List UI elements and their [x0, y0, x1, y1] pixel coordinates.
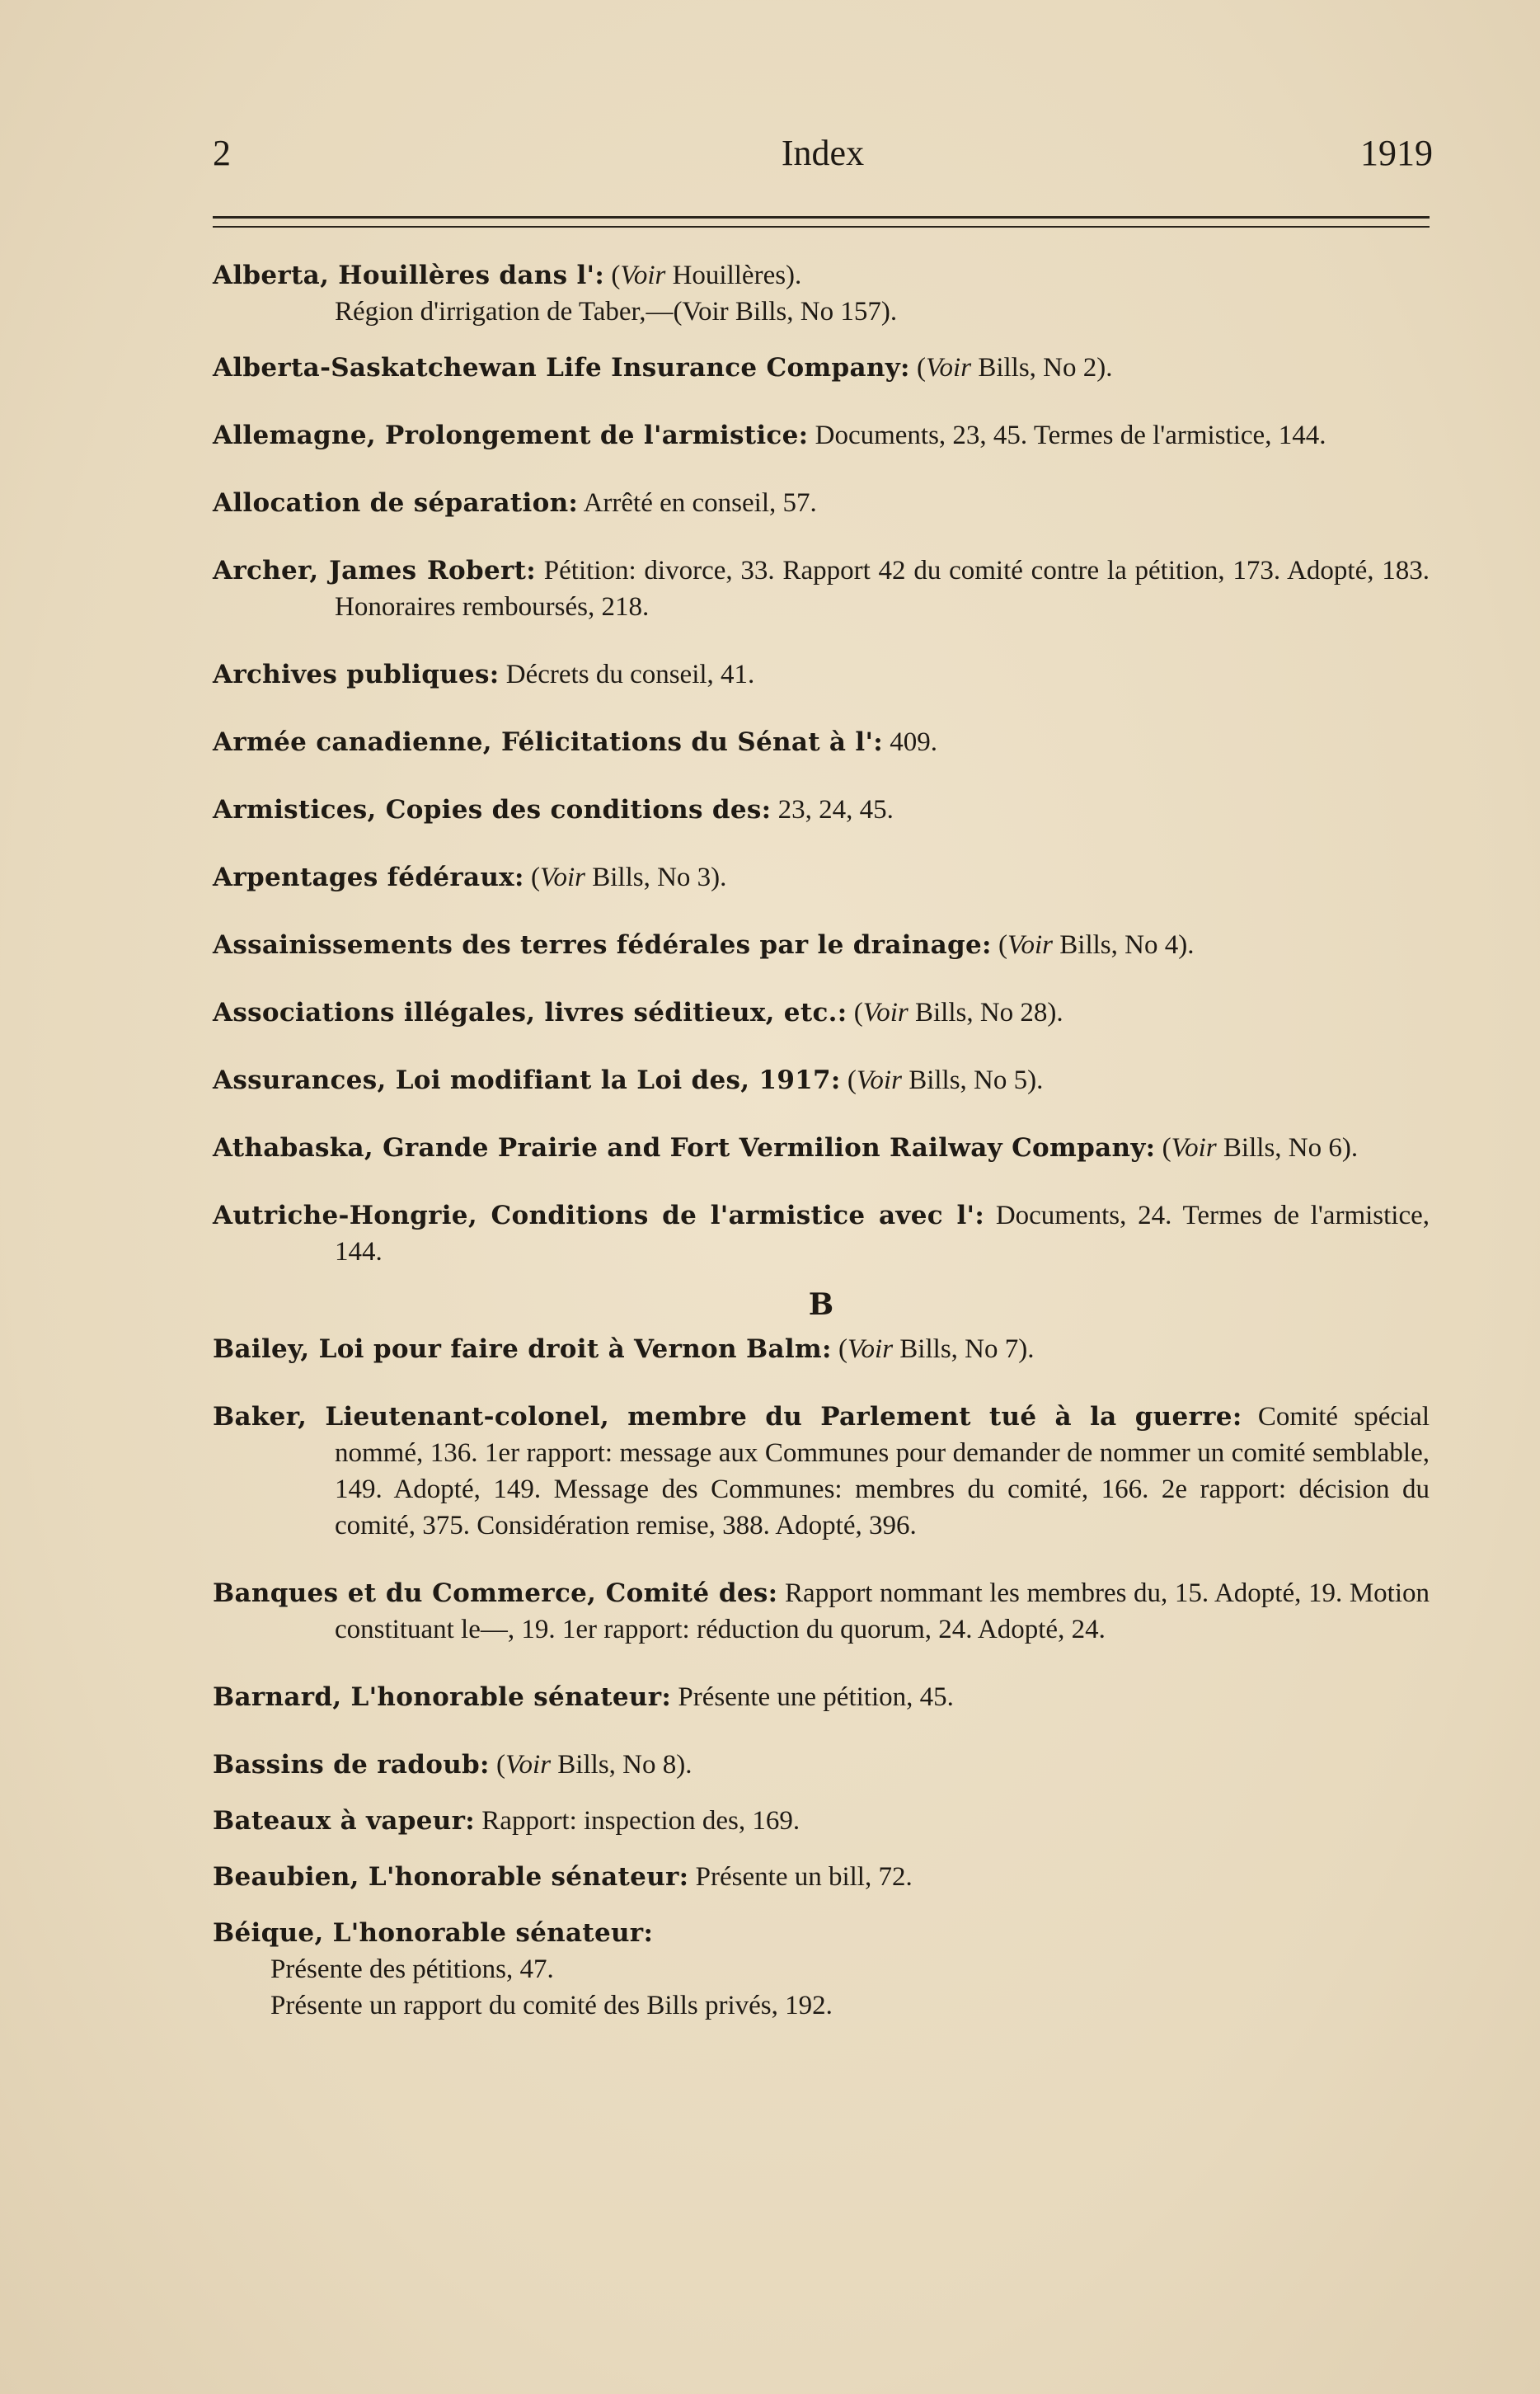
index-entry	[213, 1197, 1430, 1270]
entry-heading: Athabaska, Grande Prairie and Fort Vermilion Railway Company:	[213, 1133, 1156, 1163]
entry-text: Comité spécial nommé, 136. 1er rapport: message aux Communes pour demander de nommer un comité semblable, 149. Adopté, 149. Message des Communes: membres du comité, 166. 2e rapport: décision du comité, 375. Considération remise, 388. Adopté, 396.	[335, 1402, 1430, 1540]
entry-heading: Bassins de radoub:	[213, 1750, 490, 1780]
entry-heading: Bailey, Loi pour faire droit à Vernon Balm:	[213, 1334, 832, 1364]
entry-text: Arrêté en conseil, 57.	[583, 488, 817, 518]
section-letter: B	[808, 1287, 834, 1322]
index-entry: Arpentages fédéraux: (Voir Bills, No 3).	[213, 863, 727, 892]
entry-text: Décrets du conseil, 41.	[505, 660, 755, 689]
index-entry	[213, 656, 1430, 693]
entry-subline: Présente des pétitions, 47.	[270, 1954, 554, 1984]
index-entry	[213, 485, 1430, 521]
entry-heading: Armistices, Copies des conditions des:	[213, 795, 772, 825]
header-rule-bottom	[213, 226, 1430, 228]
index-entry: Alberta, Houillères dans l': (Voir Houillères). Région d'irrigation de Taber,—(Voir Bills, No 157).	[213, 257, 1430, 330]
entry-text: Rapport: inspection des, 169.	[481, 1806, 801, 1836]
entry-heading: Allocation de séparation:	[213, 488, 579, 518]
entry-heading: Autriche-Hongrie, Conditions de l'armistice avec l':	[213, 1201, 985, 1230]
page-title: Index	[781, 133, 865, 173]
entry-text: 23, 24, 45.	[777, 795, 894, 825]
entry-heading: Bateaux à vapeur:	[213, 1806, 476, 1836]
index-entry: Assainissements des terres fédérales par le drainage: (Voir Bills, No 4).	[213, 930, 1195, 960]
index-entry	[213, 417, 1430, 454]
index-entry: Athabaska, Grande Prairie and Fort Vermilion Railway Company: (Voir Bills, No 6).	[213, 1133, 1359, 1163]
entry-heading: Béique, L'honorable sénateur:	[213, 1918, 654, 1948]
entry-heading: Assainissements des terres fédérales par le drainage:	[213, 930, 992, 960]
index-entry	[213, 1575, 1430, 1648]
header-rule-top	[213, 216, 1430, 219]
index-entry: Alberta-Saskatchewan Life Insurance Company: (Voir Bills, No 2).	[213, 353, 1113, 383]
index-entry	[213, 1859, 1430, 1895]
index-entry	[213, 1399, 1430, 1544]
entry-text: Pétition: divorce, 33. Rapport 42 du comité contre la pétition, 173. Adopté, 183. Honoraires remboursés, 218.	[335, 556, 1430, 622]
entry-heading: Banques et du Commerce, Comité des:	[213, 1578, 778, 1608]
index-entry	[213, 1803, 1430, 1839]
entry-subline: Région d'irrigation de Taber,—(Voir Bills, No 157).	[335, 297, 898, 327]
page-year: 1919	[1360, 133, 1433, 173]
index-entry	[213, 1915, 1430, 2024]
entry-heading: Alberta-Saskatchewan Life Insurance Company:	[213, 353, 910, 383]
index-entry	[213, 792, 1430, 828]
entry-subline: Présente un rapport du comité des Bills privés, 192.	[270, 1991, 833, 2020]
entry-heading: Archives publiques:	[213, 660, 500, 689]
entry-text: Documents, 23, 45. Termes de l'armistice, 144.	[815, 421, 1326, 450]
index-entries	[213, 257, 1430, 2055]
page-header	[213, 132, 1433, 181]
entry-text: Rapport nommant les membres du, 15. Adopté, 19. Motion constituant le—, 19. 1er rapport: réduction du quorum, 24. Adopté, 24.	[335, 1578, 1430, 1644]
index-entry	[213, 1679, 1430, 1715]
entry-heading: Assurances, Loi modifiant la Loi des, 1917:	[213, 1065, 841, 1095]
entry-text: Présente un bill, 72.	[695, 1862, 913, 1892]
entry-text: 409.	[890, 727, 938, 757]
entry-heading: Archer, James Robert:	[213, 556, 537, 586]
index-entry	[213, 724, 1430, 760]
entry-heading: Armée canadienne, Félicitations du Sénat à l':	[213, 727, 884, 757]
index-entry: Bassins de radoub: (Voir Bills, No 8).	[213, 1750, 693, 1780]
index-entry: Associations illégales, livres séditieux, etc.: (Voir Bills, No 28).	[213, 998, 1063, 1028]
index-entry	[213, 553, 1430, 625]
entry-heading: Barnard, L'honorable sénateur:	[213, 1682, 672, 1712]
index-entry: Assurances, Loi modifiant la Loi des, 1917: (Voir Bills, No 5).	[213, 1065, 1044, 1095]
entry-heading: Baker, Lieutenant-colonel, membre du Parlement tué à la guerre:	[213, 1402, 1242, 1432]
entry-text: Présente une pétition, 45.	[678, 1682, 954, 1712]
page-number: 2	[213, 133, 231, 173]
entry-heading: Beaubien, L'honorable sénateur:	[213, 1862, 689, 1892]
entry-heading: Arpentages fédéraux:	[213, 863, 524, 892]
entry-heading: Associations illégales, livres séditieux, etc.:	[213, 998, 847, 1028]
index-entry: Bailey, Loi pour faire droit à Vernon Balm: (Voir Bills, No 7).	[213, 1334, 1035, 1364]
entry-heading: Alberta, Houillères dans l':	[213, 261, 605, 290]
entry-heading: Allemagne, Prolongement de l'armistice:	[213, 421, 809, 450]
entry-text: Documents, 24. Termes de l'armistice, 144.	[335, 1201, 1430, 1267]
